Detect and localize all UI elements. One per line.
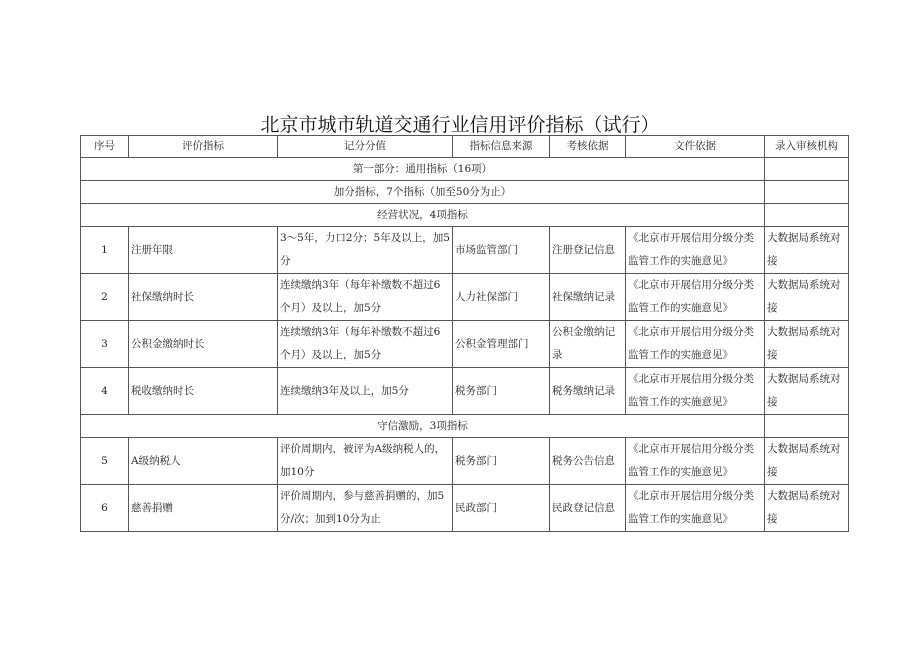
score-rule: 3～5年，力口2分；5年及以上，加5分: [278, 227, 453, 274]
table-row: [81, 321, 849, 368]
row-number: 3: [81, 321, 129, 368]
document-title: 北京市城市轨道交通行业信用评价指标（试行）: [260, 114, 660, 136]
review-agency: 大数据局系统对接: [765, 227, 849, 274]
info-source: 税务部门: [453, 368, 550, 415]
table-row: [81, 274, 849, 321]
column-header: 考核依据: [550, 136, 626, 158]
score-rule: 连续缴纳3年（每年补缴数不超过6个月）及以上，加5分: [278, 321, 453, 368]
indicator-name: 公积金缴纳时长: [129, 321, 278, 368]
assessment-basis: 社保缴纳记录: [550, 274, 626, 321]
empty-cell: [765, 204, 849, 227]
empty-cell: [765, 158, 849, 181]
document-basis: 《北京市开展信用分级分类监管工作的实施意见》: [626, 438, 765, 485]
column-header: 录入审核机构: [765, 136, 849, 158]
assessment-basis: 注册登记信息: [550, 227, 626, 274]
table-row: [81, 368, 849, 415]
review-agency: 大数据局系统对接: [765, 368, 849, 415]
review-agency: 大数据局系统对接: [765, 438, 849, 485]
column-header: 记分分值: [278, 136, 453, 158]
row-number: 1: [81, 227, 129, 274]
indicator-table: [80, 135, 849, 532]
document-basis: 《北京市开展信用分级分类监管工作的实施意见》: [626, 485, 765, 532]
section-heading: 守信激励，3项指标: [81, 415, 765, 438]
assessment-basis: 民政登记信息: [550, 485, 626, 532]
table-row: [81, 227, 849, 274]
indicator-name: 税收缴纳时长: [129, 368, 278, 415]
column-header: 指标信息来源: [453, 136, 550, 158]
indicator-name: A级纳税人: [129, 438, 278, 485]
section-row: [81, 181, 849, 204]
assessment-basis: 税务缴纳记录: [550, 368, 626, 415]
section-heading: 经营状况，4项指标: [81, 204, 765, 227]
review-agency: 大数据局系统对接: [765, 321, 849, 368]
document-basis: 《北京市开展信用分级分类监管工作的实施意见》: [626, 321, 765, 368]
section-row: [81, 204, 849, 227]
document-basis: 《北京市开展信用分级分类监管工作的实施意见》: [626, 368, 765, 415]
row-number: 4: [81, 368, 129, 415]
review-agency: 大数据局系统对接: [765, 274, 849, 321]
score-rule: 评价周期内，被评为A级纳税人的，加10分: [278, 438, 453, 485]
column-header: 文件依据: [626, 136, 765, 158]
section-row: [81, 158, 849, 181]
info-source: 人力社保部门: [453, 274, 550, 321]
score-rule: 连续缴纳3年及以上，加5分: [278, 368, 453, 415]
info-source: 市场监管部门: [453, 227, 550, 274]
score-rule: 评价周期内，参与慈善捐赠的，加5分/次；加到10分为止: [278, 485, 453, 532]
section-heading: 第一部分：通用指标（16项）: [81, 158, 765, 181]
empty-cell: [765, 415, 849, 438]
empty-cell: [765, 181, 849, 204]
indicator-name: 社保缴纳时长: [129, 274, 278, 321]
section-row: [81, 415, 849, 438]
assessment-basis: 税务公告信息: [550, 438, 626, 485]
assessment-basis: 公积金缴纳记录: [550, 321, 626, 368]
row-number: 6: [81, 485, 129, 532]
document-basis: 《北京市开展信用分级分类监管工作的实施意见》: [626, 274, 765, 321]
section-heading: 加分指标，7个指标（加至50分为止）: [81, 181, 765, 204]
review-agency: 大数据局系统对接: [765, 485, 849, 532]
table-header-row: [81, 136, 849, 158]
indicator-name: 注册年限: [129, 227, 278, 274]
info-source: 公积金管理部门: [453, 321, 550, 368]
column-header: 评价指标: [129, 136, 278, 158]
table-row: [81, 485, 849, 532]
score-rule: 连续缴纳3年（每年补缴数不超过6个月）及以上，加5分: [278, 274, 453, 321]
row-number: 5: [81, 438, 129, 485]
column-header: 序号: [81, 136, 129, 158]
info-source: 民政部门: [453, 485, 550, 532]
document-basis: 《北京市开展信用分级分类监管工作的实施意见》: [626, 227, 765, 274]
table-row: [81, 438, 849, 485]
indicator-name: 慈善捐赠: [129, 485, 278, 532]
info-source: 税务部门: [453, 438, 550, 485]
row-number: 2: [81, 274, 129, 321]
